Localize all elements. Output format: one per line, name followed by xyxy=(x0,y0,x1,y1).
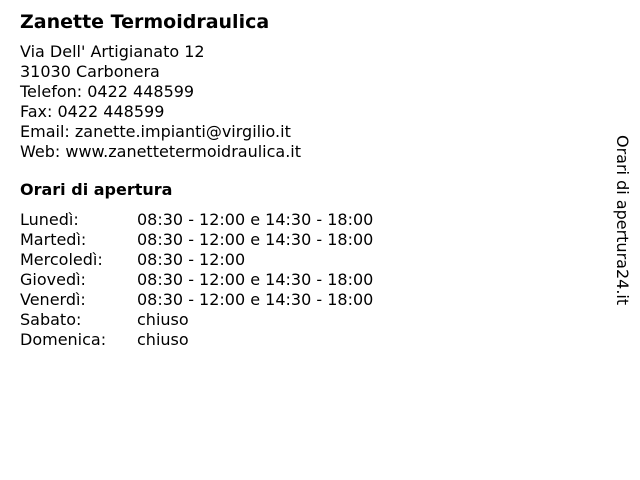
day-hours: 08:30 - 12:00 e 14:30 - 18:00 xyxy=(137,210,374,229)
hours-row-wednesday xyxy=(20,250,580,270)
phone-number: Telefon: 0422 448599 xyxy=(20,82,195,101)
opening-hours-table xyxy=(20,210,580,350)
day-label: Martedì: xyxy=(20,230,87,249)
opening-hours-title: Orari di apertura xyxy=(20,180,173,199)
business-name: Zanette Termoidraulica xyxy=(20,11,270,33)
day-hours: 08:30 - 12:00 e 14:30 - 18:00 xyxy=(137,230,374,249)
address-street: Via Dell' Artigianato 12 xyxy=(20,42,205,61)
day-label: Mercoledì: xyxy=(20,250,103,269)
day-label: Venerdì: xyxy=(20,290,86,309)
day-hours: 08:30 - 12:00 xyxy=(137,250,246,269)
day-label: Giovedì: xyxy=(20,270,86,289)
hours-row-monday xyxy=(20,210,580,230)
hours-row-thursday xyxy=(20,270,580,290)
day-hours: chiuso xyxy=(137,330,189,349)
email-address: Email: zanette.impianti@virgilio.it xyxy=(20,122,291,141)
day-label: Lunedì: xyxy=(20,210,79,229)
day-hours: 08:30 - 12:00 e 14:30 - 18:00 xyxy=(137,290,374,309)
day-label: Sabato: xyxy=(20,310,82,329)
hours-row-saturday xyxy=(20,310,580,330)
fax-number: Fax: 0422 448599 xyxy=(20,102,165,121)
day-hours: 08:30 - 12:00 e 14:30 - 18:00 xyxy=(137,270,374,289)
website-address: Web: www.zanettetermoidraulica.it xyxy=(20,142,302,161)
address-city: 31030 Carbonera xyxy=(20,62,160,81)
site-watermark xyxy=(610,135,634,310)
hours-row-friday xyxy=(20,290,580,310)
day-hours: chiuso xyxy=(137,310,189,329)
watermark-text: Orari di apertura24.it xyxy=(613,135,632,306)
business-card xyxy=(20,10,580,350)
hours-row-sunday xyxy=(20,330,580,350)
hours-row-tuesday xyxy=(20,230,580,250)
day-label: Domenica: xyxy=(20,330,107,349)
